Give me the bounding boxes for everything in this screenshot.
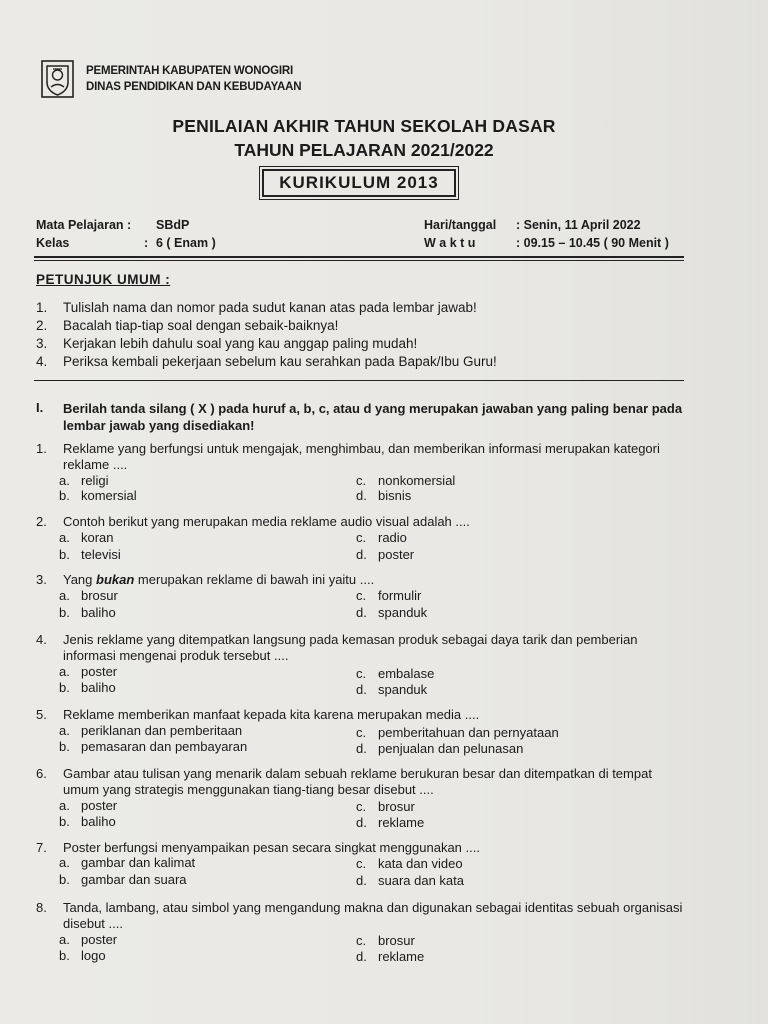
class-value: 6 ( Enam ) xyxy=(156,236,216,250)
time-label: W a k t u xyxy=(424,236,476,250)
option-c: c. nonkomersial xyxy=(356,473,456,488)
option-b: b. baliho xyxy=(59,814,116,829)
option-a: a. koran xyxy=(59,530,114,545)
option-b: b. televisi xyxy=(59,547,121,562)
option-c: c. radio xyxy=(356,530,407,545)
option-d: d. reklame xyxy=(356,815,425,830)
question-number: 4. xyxy=(36,632,47,647)
option-c: c. kata dan video xyxy=(356,856,463,871)
option-c: c. brosur xyxy=(356,799,415,814)
question-number: 6. xyxy=(36,766,47,781)
question-text: Gambar atau tulisan yang menarik dalam sebuah reklame berukuran besar dan ditempatkan di tempat umum yang strategis menggunakan tiang-tiang besar disebut .... xyxy=(63,766,652,797)
instruction-num: 3. xyxy=(36,336,48,351)
exam-title: PENILAIAN AKHIR TAHUN SEKOLAH DASAR xyxy=(172,116,556,136)
option-a: a. poster xyxy=(59,798,118,813)
option-a: a. gambar dan kalimat xyxy=(59,855,196,870)
class-label: Kelas xyxy=(36,236,70,250)
option-d: d. suara dan kata xyxy=(356,873,465,888)
header-divider-thin xyxy=(34,260,684,261)
question-text: Tanda, lambang, atau simbol yang mengandung makna dan digunakan sebagai identitas sebuah organisasi disebut .... xyxy=(63,900,683,931)
question-number: 5. xyxy=(36,707,47,722)
option-b: b. baliho xyxy=(59,605,116,620)
option-b: b. pemasaran dan pembayaran xyxy=(59,739,248,754)
option-d: d. penjualan dan pelunasan xyxy=(356,741,524,756)
option-c: c. pemberitahuan dan pernyataan xyxy=(356,725,559,740)
option-d: d. spanduk xyxy=(356,682,428,697)
option-d: d. poster xyxy=(356,547,415,562)
class-colon: : xyxy=(144,236,149,250)
academic-year: TAHUN PELAJARAN 2021/2022 xyxy=(234,140,494,160)
subject-value: SBdP xyxy=(156,218,190,232)
option-a: a. brosur xyxy=(59,588,118,603)
option-c: c. formulir xyxy=(356,588,422,603)
curriculum-box: KURIKULUM 2013 xyxy=(262,169,456,197)
question-number: 7. xyxy=(36,840,47,855)
org-line-1: PEMERINTAH KABUPATEN WONOGIRI xyxy=(86,65,293,77)
question-number: 2. xyxy=(36,514,47,529)
instruction-num: 1. xyxy=(36,300,48,315)
question-number: 1. xyxy=(36,441,47,456)
option-c: c. brosur xyxy=(356,933,415,948)
question-text: Poster berfungsi menyampaikan pesan secara singkat menggunakan .... xyxy=(63,840,480,855)
option-b: b. logo xyxy=(59,948,106,963)
header-divider xyxy=(34,256,684,258)
subject-label: Mata Pelajaran : xyxy=(36,218,132,232)
emphasis-word: bukan xyxy=(96,572,135,587)
instructions-heading: PETUNJUK UMUM : xyxy=(36,272,171,287)
instructions-divider xyxy=(34,380,684,381)
date-label: Hari/tanggal xyxy=(424,218,497,232)
option-d: d. spanduk xyxy=(356,605,428,620)
option-b: b. baliho xyxy=(59,680,116,695)
instruction-text: Kerjakan lebih dahulu soal yang kau anggap paling mudah! xyxy=(63,336,418,351)
option-b: b. komersial xyxy=(59,488,137,503)
option-c: c. embalase xyxy=(356,666,435,681)
option-a: a. religi xyxy=(59,473,109,488)
option-d: d. reklame xyxy=(356,949,425,964)
question-number: 8. xyxy=(36,900,47,915)
question-number: 3. xyxy=(36,572,47,587)
question-text: Contoh berikut yang merupakan media reklame audio visual adalah .... xyxy=(63,514,470,529)
instruction-num: 2. xyxy=(36,318,48,333)
instruction-num: 4. xyxy=(36,354,48,369)
instruction-text: Periksa kembali pekerjaan sebelum kau serahkan pada Bapak/Ibu Guru! xyxy=(63,354,497,369)
time-value: : 09.15 – 10.45 ( 90 Menit ) xyxy=(516,236,669,250)
section-number: I. xyxy=(36,400,44,415)
question-text: Reklame memberikan manfaat kepada kita karena merupakan media .... xyxy=(63,707,480,722)
option-d: d. bisnis xyxy=(356,488,412,503)
instruction-text: Tulislah nama dan nomor pada sudut kanan atas pada lembar jawab! xyxy=(63,300,477,315)
instruction-text: Bacalah tiap-tiap soal dengan sebaik-baiknya! xyxy=(63,318,339,333)
regency-emblem-icon xyxy=(41,60,74,98)
option-a: a. periklanan dan pemberitaan xyxy=(59,723,243,738)
option-a: a. poster xyxy=(59,664,118,679)
option-a: a. poster xyxy=(59,932,118,947)
question-text: Reklame yang berfungsi untuk mengajak, menghimbau, dan memberikan informasi merupakan kategori reklame .... xyxy=(63,441,660,472)
org-line-2: DINAS PENDIDIKAN DAN KEBUDAYAAN xyxy=(86,81,302,93)
issuing-organization xyxy=(86,63,301,95)
question-text: Yang bukan merupakan reklame di bawah ini yaitu .... xyxy=(63,572,375,587)
section-text: Berilah tanda silang ( X ) pada huruf a, b, c, atau d yang merupakan jawaban yang paling benar pada lembar jawab yang disediakan! xyxy=(63,401,683,433)
option-b: b. gambar dan suara xyxy=(59,872,187,887)
question-text: Jenis reklame yang ditempatkan langsung pada kemasan produk sebagai daya tarik dan pemberian informasi mengenai produk tersebut .... xyxy=(63,632,638,663)
date-value: : Senin, 11 April 2022 xyxy=(516,218,641,232)
